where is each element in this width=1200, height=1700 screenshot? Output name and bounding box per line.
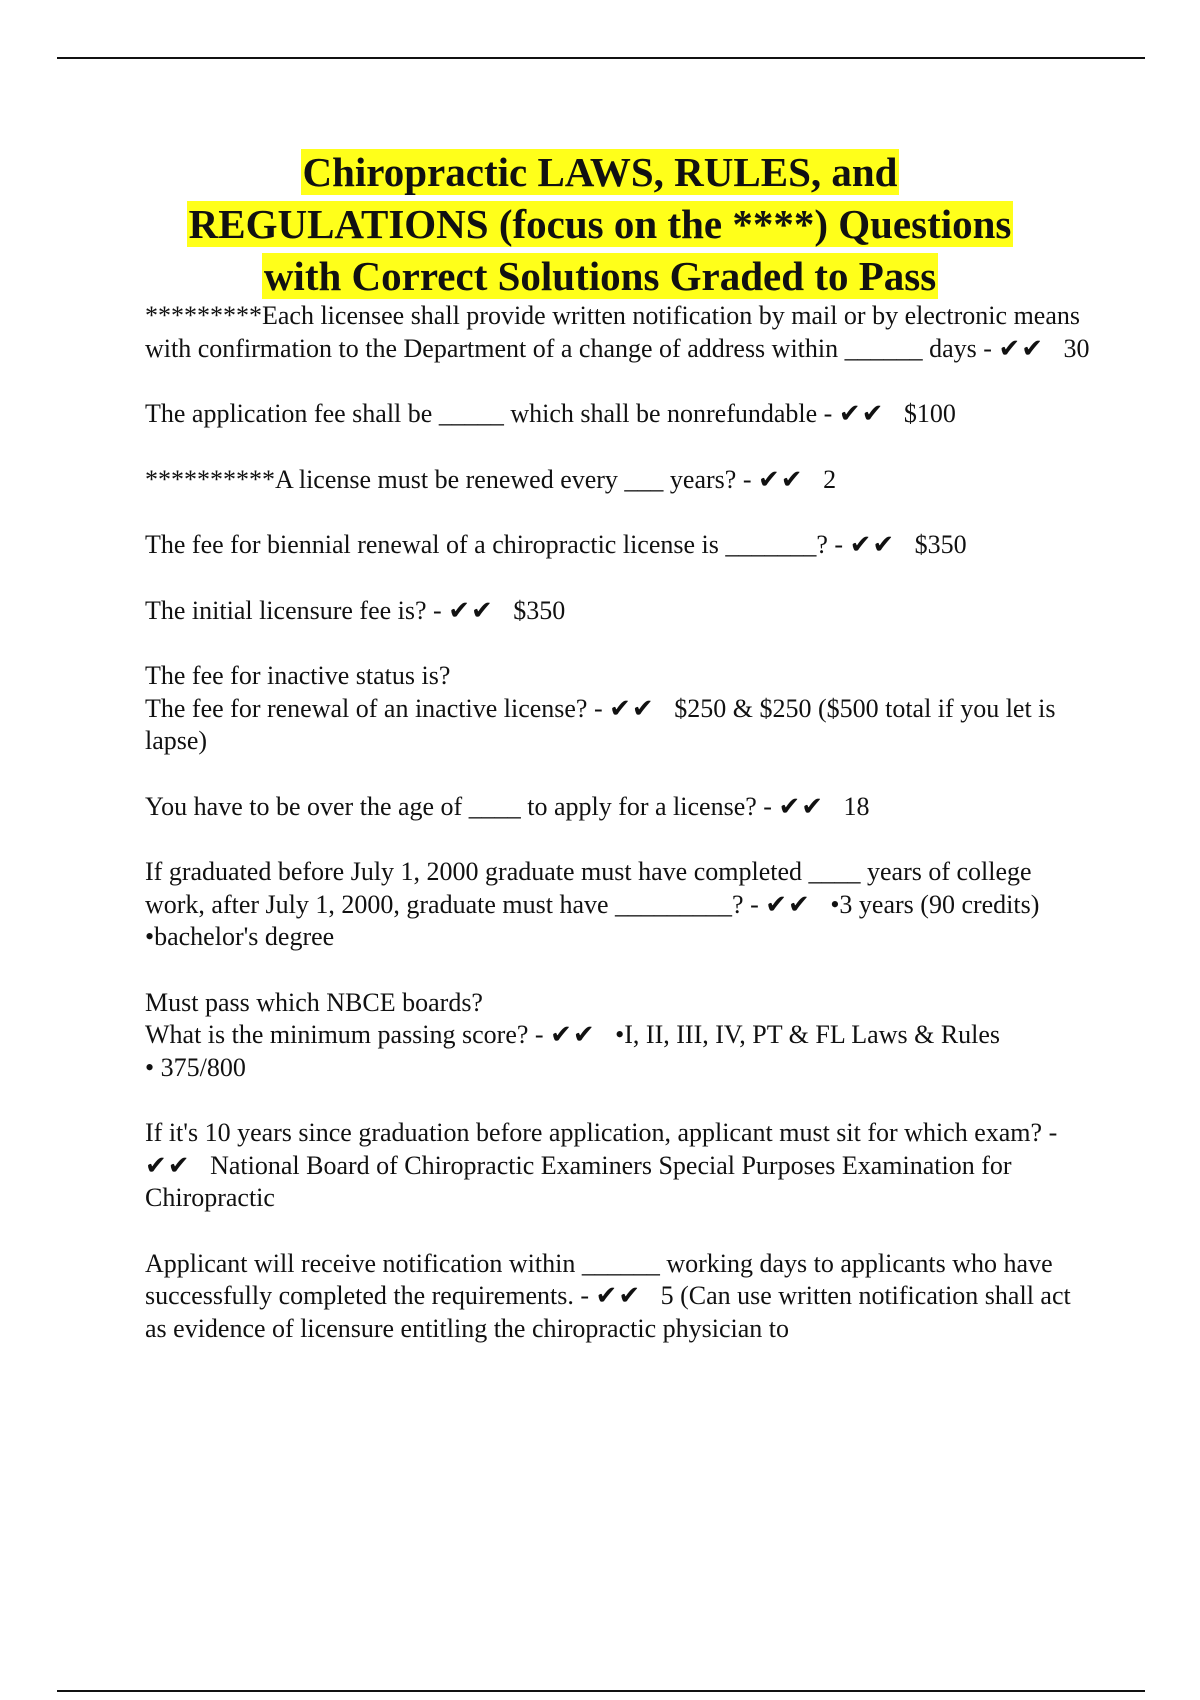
question-text: If it's 10 years since graduation before application, applicant must sit for which exam? - xyxy=(145,1118,1064,1147)
question-text: The application fee shall be _____ which shall be nonrefundable - xyxy=(145,399,839,428)
check-mark-icon: ✔✔ xyxy=(145,1150,191,1180)
check-mark-icon: ✔✔ xyxy=(595,1281,642,1310)
answer-text: $350 xyxy=(513,595,566,625)
title-line-1: Chiropractic LAWS, RULES, and xyxy=(302,149,898,195)
answer-text: 18 xyxy=(843,791,870,821)
question-text: The initial licensure fee is? - xyxy=(145,595,449,625)
qa-item xyxy=(145,791,1090,824)
check-mark-icon: ✔✔ xyxy=(838,399,885,428)
qa-item xyxy=(145,1117,1090,1215)
answer-text: 2 xyxy=(823,464,837,494)
answer-text: $100 xyxy=(903,399,956,428)
answer-text: •3 years (90 credits) •bachelor's degree xyxy=(145,889,1040,951)
qa-item xyxy=(145,1248,1090,1346)
question-text: The fee for biennial renewal of a chiropractic license is _______? - xyxy=(145,530,850,559)
title-line-3: with Correct Solutions Graded to Pass xyxy=(263,253,937,299)
check-mark-icon: ✔✔ xyxy=(778,791,825,821)
document-title xyxy=(100,146,1100,302)
question-list xyxy=(145,300,1090,1378)
question-text: You have to be over the age of ____ to apply for a license? - xyxy=(145,791,779,821)
answer-text: •I, II, III, IV, PT & FL Laws & Rules • 375/800 xyxy=(145,1020,1001,1082)
check-mark-icon: ✔✔ xyxy=(765,889,811,919)
title-line-2: REGULATIONS (focus on the ****) Questions xyxy=(188,201,1012,247)
qa-item xyxy=(145,987,1090,1085)
check-mark-icon: ✔✔ xyxy=(998,333,1045,363)
check-mark-icon: ✔✔ xyxy=(448,595,494,625)
check-mark-icon: ✔✔ xyxy=(609,693,655,723)
question-text: Must pass which NBCE boards? What is the minimum passing score? - xyxy=(145,987,544,1049)
answer-text: 5 (Can use written notification shall act as evidence of licensure entitling the chiropractic physician to xyxy=(145,1281,1078,1343)
qa-item xyxy=(145,300,1090,365)
answer-text: National Board of Chiropractic Examiners Special Purposes Examination for Chiropractic xyxy=(145,1150,1019,1212)
answer-text: $250 & $250 ($500 total if you let is lapse) xyxy=(145,693,1063,755)
question-text: Applicant will receive notification within ______ working days to applicants who have successfully completed the requirements. - xyxy=(145,1248,1060,1310)
check-mark-icon: ✔✔ xyxy=(550,1020,596,1049)
check-mark-icon: ✔✔ xyxy=(849,530,896,559)
check-mark-icon: ✔✔ xyxy=(757,464,804,494)
bottom-divider xyxy=(57,1690,1145,1692)
qa-item xyxy=(145,856,1090,954)
top-divider xyxy=(57,57,1145,59)
qa-item xyxy=(145,398,1090,431)
answer-text: $350 xyxy=(914,530,967,559)
answer-text: 30 xyxy=(1063,333,1090,363)
qa-item xyxy=(145,464,1090,497)
question-text: **********A license must be renewed every ___ years? - xyxy=(145,464,758,494)
question-text: *********Each licensee shall provide written notification by mail or by electronic means with confirmation to the Department of a change of address within ______ days - xyxy=(145,301,1087,363)
question-text: The fee for inactive status is? The fee for renewal of an inactive license? - xyxy=(145,661,603,723)
qa-item xyxy=(145,660,1090,758)
qa-item xyxy=(145,529,1090,562)
question-text: If graduated before July 1, 2000 graduate must have completed ____ years of college work, after July 1, 2000, graduate must have _________? - xyxy=(145,857,1039,919)
qa-item xyxy=(145,595,1090,628)
